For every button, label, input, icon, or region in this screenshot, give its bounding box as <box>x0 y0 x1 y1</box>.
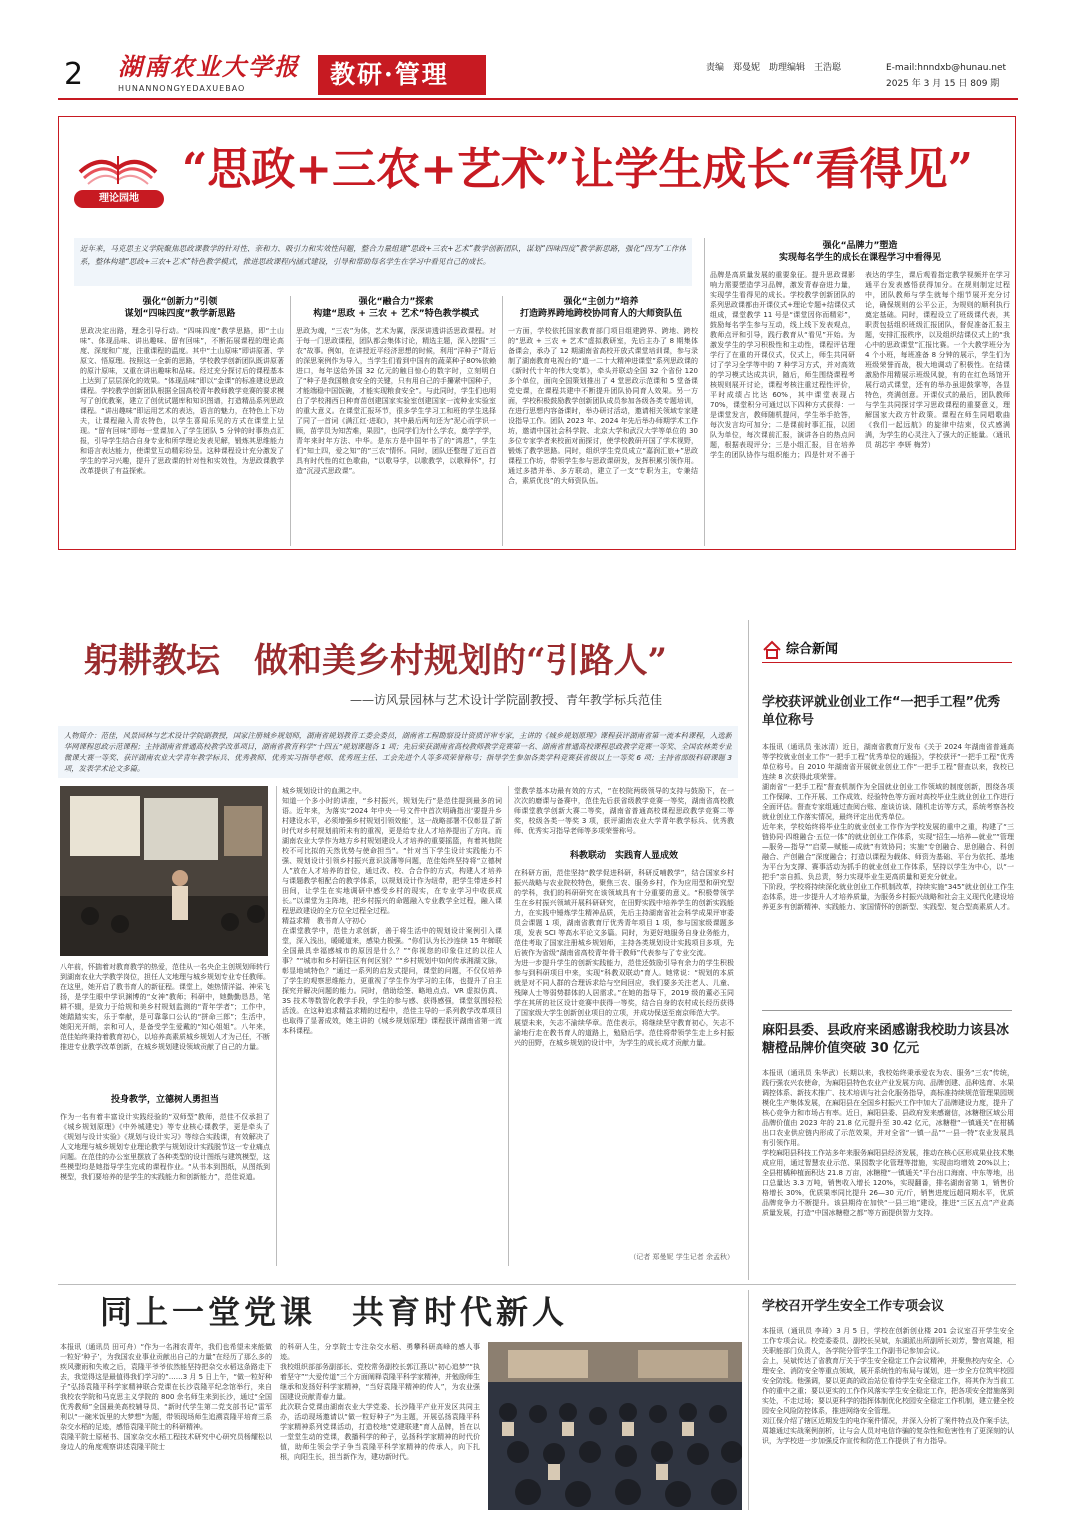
feature-headline: 躬耕教坛 做和美乡村规划的“引路人” <box>84 641 668 681</box>
feature-col3b-text: 在科研方面，范佳坚持“教学促进科研，科研反哺教学”，结合国家乡村振兴战略与农业院校特色，聚焦三农、服务乡村，作为应用型和研究型的学科，我们的科研研究在该领域具有十分重要的意义。“积极带领学生在乡村振兴领域开展科研研究，在田野实践中培养学生的创新实践能力，在实践中锤炼学生精神品质，先后主持湖南省社会科学成果评审委员会课题 1 项，湖南省教育厅优秀青年项目 1 项，参与国家级课题多项，发表 SCI 等高水平论文多篇。同时，为更好地服务自身业务能力，范佳考取了国家注册城乡规划师，主持各类规划设计实践项目多项，先后被作为省级“湖南省高校青年骨干教师”代表参与了专业交流。 为进一步提升学生的创新实践能力，范佳还鼓励引导有余力的学生积极参与到科研项目中来，实现“科教双联动”育人。她常说：“规划的本质就是对不同人群的合理诉求给与空间回应，我们要多关注老人、儿童、残障人士等弱势群体的人居需求。”在她的指导下，2019 级的董必玉同学在其所的社区设计竞赛中获得一等奖，结合自身的农村成长经历获得了国家级大学生创新创业项目的立项，并成功保送至南京师范大学。 展望未来，矢志不渝续华章。范佳表示，将继续坚守教育初心，矢志不渝地行走在教书育人的道路上，勉励后学。范佳将带领学生走上乡村振兴的田野，在城乡规划的设计中，为学生的成长成才贡献力量。 <box>514 869 734 1047</box>
top-story-headline: “思政+三农+艺术”让学生成长“看得见” <box>182 144 973 195</box>
bottom-col2-text: 的科研人生，分享院士专注杂交水稻、勇攀科研高峰的感人事迹。 我校组织部部务副部长、党校常务副校长郭江燕以“初心追梦”“执着坚守”“大爱传道”三个方面阐释袁隆平科学家精神，并勉励师生继承和发扬好科学家精神，“当好袁隆平精神的传人”，为农业强国建设贡献青春力量。 此次联合党课由湖南农业大学党委、长沙隆平产业开发区共同主办，活动现场邀请以“做一粒好种子”为主题，开展弘扬袁隆平科学家精神系列党课活动，打造校地“党建联建”育人品牌，旨在以一堂堂生动的党课，教播科学的种子，弘扬科学家精神的时代价值，助师生领会学子争当袁隆平科学家精神的传承人，向下扎根，向阳生长，担当新作为，建功新时代。 <box>280 1343 480 1461</box>
bottom-col1-text: 本报讯（通讯员 田可舟）“作为一名湘农青年，我们也希望未来能做一粒好‘种子’，为我国农业事业贡献出自己的力量”在经历了那么多的疾风骤雨和失败之后，袁隆平爷爷依然能坚持把杂交水稻这条路走下去，我觉得这是最值得我们学习的”……3 月 5 日上午，“做一粒好种子”弘扬袁隆平科学家精神联合党课在长沙袁隆平纪念馆举行，来自我校农学院和马克思主义学院的 800 余名师生来到长沙，通过“全国优秀教师”全国最美高校辅导员、“新时代学生第二党支部书记”雷军利以“一碗米饭里的大梦想”为题，带领现场师生追溯袁隆平培育三系杂交水稻的足迹，感悟袁隆平院士的科研精神。 袁隆平院士原秘书、国家杂交水稻工程技术研究中心研究员杨耀松以身边人的角度观察讲述袁隆平院士 <box>60 1343 272 1451</box>
feature-col1-text: 八年前，怀揣着对教育教学的热爱，范佳从一名央企主创规划师转行到湖南农业大学教学岗位，担任人文地理与城乡规划专业专任教师。在这里，她开启了教书育人的新征程。课堂上，她热情洋溢、神采飞扬，是学生眼中学识渊博的“女神”教师；科研中，她勤勤恳恳，笔耕不辍，是致力于给规和美乡村规划监测的“青年学者”；工作中，她踏踏实实，乐于奉献，是可靠靠口公认的“拼命三郎”；生活中，她阳光开朗，亲和可人，是备受学生爱戴的“知心姐姐”。八年来，范佳始终秉持着教育初心，以培养高素质城乡规划人才为己任，不断推进专业教学改革创新，在城乡规划建设领域贡献了自己的力量。 <box>60 963 270 1051</box>
news-item3-title: 学校召开学生安全工作专项会议 <box>762 1299 945 1314</box>
col4-title: 强化“品牌力”塑造 实现每名学生的成长在课程学习中看得见 <box>778 241 941 263</box>
col2-text: 思政为魂，“三农”为体，艺术为翼，深深讲透讲活思政课程。对于每一门思政课程，团队都会集体讨论，精选主题，深入挖掘“三农”故事。例如，在讲授近平经济思想的时候，利用“洋种子”背后的深思案例作为导入，当学生们看到中国有的蔬菜种子80%依赖进口，每年送给外国 32 亿元的触目惊心的数字时，立刻明白了“种子是我国粮食安全的关键，只有用自己的手攥紧中国种子，才能端稳中国饭碗，才能实现粮食安全”。与此同时，学生们也明白了学校湘西日种育苗创建国家实验室创建国家一流种业实验室的重大意义。在课堂汇报环节，很多学生学习工和班的学生选择了同了一首词《满江红·进取》，其中最后两句还为“泥心而学识一顾，苗学员为知苦难，果园”，也同学们为什么学农，奠学学学，青年来时年方法、中华。是东方是中国年书了的“鸿恩”，学生们“知土四，爱之知”的“三农”情怀。同时，团队还整理了近百首具有时代性的红色歌曲，“以歌导学，以歌教学，以歌释怀”，打造“沉浸式思政课”。 <box>296 327 496 475</box>
col2-title: 强化“融合力”探索 构建“思政 + 三农 + 艺术”特色教学模式 <box>313 297 479 319</box>
news-item2-title: 麻阳县委、县政府来函感谢我校助力该县冰糖橙品牌价值突破 30 亿元 <box>762 1023 1010 1056</box>
feature-byline: （记者 郑曼妮 学生记者 余孟秋） <box>629 1253 734 1261</box>
top-story-lead: 近年来，马克思主义学院聚焦思政课教学的针对性、亲和力、吸引力和实效性问题，整合力量组建“思政+三农+艺术”教学创新团队，谋划“四味四度”教学新思路，强化“四为”工作体系，整体构建“思政+三农+艺术”特色教学模式，推进思政课程内涵式建设，引导和帮助每名学生在学习中看见自己的成长。 <box>80 244 686 266</box>
feature-bio: 人物简介：范佳，风景园林与艺术设计学院副教授，国家注册城乡规划师，湖南省规划教育工委会委员，湖南省工程勘察设计资质评审专家，主讲的《城乡规划原理》课程获评湖南省第一流本科课程，入选新华网课程思政示范课程；主持湖南省普通高校教学改革项目，湖南省教育科学“十四五”规划课题各 1 项；先后荣获湖南省高校教师教学竞赛第一名、湖南省普通高校课程思政教学竞赛一等奖、全国农林类专业微课大赛一等奖、获评湖南农业大学青年教学标兵、优秀教师、优秀实习指导老师、优秀班主任、工会先进个人等多项荣誉称号；指导学生参加各类学科竞赛获省级以上一等奖 6 项；主持省部级科研课题 3 项，发表学术论文多篇。 <box>64 731 732 773</box>
home-icon <box>762 640 782 660</box>
email: E-mail:hnndxb@hunau.net <box>886 63 1007 73</box>
col3-title: 强化“主创力”培养 打造跨界跨地跨校协同育人的大师资队伍 <box>519 297 682 319</box>
feature-col3-text: 堂教学基本功最有效的方式，“在校院两级领导的支持与鼓励下，在一次次的磨课与备赛中，范佳先后获省级教学竞赛一等奖，湖南省高校教师课堂教学创新大赛二等奖，湖南省普通高校课程思政教学竞赛二等奖，校级各类一等奖 3 项，获评湖南农业大学青年教学标兵、优秀教师、优秀实习指导老师等多项荣誉称号。 <box>514 787 734 835</box>
column-label: 理论园地 <box>99 193 139 204</box>
feature-col2-text: 城乡规划设计的血溯之中。 知道一个多小时的讲座，“乡村振兴，规划先行”是范佳提到最多的词语。近年来，为落实“2024 年中央一号文件中首次明确指出‘要提升乡村建设水平，必须增强乡村规划引领效能’，这一战略部署不仅彰显了新时代对乡村规划前所未有的重视，更是给专业人才培养提出了方向。而湖南农业大学作为地方乡村规划建设人才培养的重要摇篮，有着其他院校不可比拟的天然优势与使命担当”。“针对当下学生设计实践能力不强、规划设计引领乡村振兴意识淡薄等问题，范佳始终坚持将“立德树人”放在人才培养的首位，通过改、校、合合作的方式，构建人才培养与课题教学相配合的教学体系，以规划设计作为纽带，把学生带进乡村田间，让学生在实地调研中感受乡村的现实，在专业学习中收获成长。”以课堂为主阵地，把乡村振兴的命题融入专业教学全过程，融入课程思政建设的全方位全过程全过程。 精益求精 教书育人守初心 在课堂教学中，范佳力求创新，善于将生活中的规划设计案例引入课堂，深入浅出，暖暖道来，感染力极强。“你们认为长沙连续 15 年蝉联全国最具幸福感城市的原因是什么？”“你视您的印象住过的以往人事？”“城市和乡村研往区有何区别？”“乡村规划中如何传承湘湖文脉，彰显地域特色？”通过一系列的启发式提问，课堂的问题，不仅仅培养了学生的观察思维能力，更重视了学生作为学习的主体，也提升了自主探究并解决问题的能力。同时，借助绘签、略地点点、VR 虚拟仿真、3S 技术等数智化教学手段，学生的参与感、获得感强，课堂氛围轻松活泼。在这种追求精益求精的过程中，范佳主导的一系列教学改革项目也取得了显著成效，她主讲的《城乡规划原理》课程获评湖南省第一流本科课程。 <box>282 787 502 1035</box>
col1-text: 思政决定出路，理念引导行动。“四味四度”教学思路，即“土山味”、体现品味、讲出趣味、留有回味”，不断拓展课程的理论高度、深度和广度，注重课程的温度。其中“土山原味”即讲原著、学原文、悟原理。按照这一全新的思路，学校教学创新团队既讲原著的原汁原味，又重在讲出趣味和品味。经过充分探讨后的课程基本上达到了层层深化的效果。“体现品味”即以“金课”的标准建设思政课程。学校教学创新团队根据全国高校青年教师教学竞赛的要求模写了创优教案，建立了创优试题库和知识图谱，打造精品系列思政课程。“讲出趣味”即运用艺术的表达，语言的魅力，在特色上下功夫，让课程融入青农特色，以学生喜闻乐见的方式在课堂上呈现。“留有回味”即每一堂课加入了学生团队 5 分钟的时事热点汇报，引导学生结合自身专业和所学理论发表见解，锻炼其思维能力和语言表达能力，使课堂互动精彩纷呈。这种课程设计充分激发了学生的学习兴趣，提升了思政课的针对性和实效性，为思政课教学改革提供了有益探索。 <box>80 327 284 475</box>
paper-name: 湖南农业大学报 <box>118 52 300 81</box>
section-title: 教研·管理 <box>330 60 449 89</box>
editors: 责编 郑曼妮 助理编辑 王浩聪 <box>706 63 842 73</box>
issue-date: 2025 年 3 月 15 日 809 期 <box>886 79 1000 89</box>
feature-photo <box>60 786 268 956</box>
page-number: 2 <box>64 57 84 92</box>
news-item1-title: 学校获评就业创业工作“一把手工程”优秀单位称号 <box>762 695 1001 728</box>
col3-text: 一方面，学校依托国家教育部门项目组建跨界、跨地、跨校的“思政 + 三农 + 艺术”虚拟教研室，先后主办了 8 期集体备课会，承办了 12 期湖南省高校开放式课堂培训课，参与录制了湖南教育电视台的“道一二十大精神进课堂”系列思政课的《新时代十年的伟大变革》，牵头并联动全国 32 个省份 120 多个单位，面向全国策划推出了 4 堂思政示范课和 5 堂备课党史课，在课程共建中不断提升团队协同育人效果。另一方面，学校积极鼓励教学创新团队成员参加各级各类专题培训，在进行思想内容备课时，举办研讨活动，邀请相关领域专家建设指导工作。团队 2023 年、2024 年先后举办师期学术工作坊，邀请中国社会科学院、北京大学和武汉大学等单位的 30 多位专家学者来校面对面探讨，使学校教研开国了学术视野，锻炼了教学思路。同时，组织学生党员成立“嘉润汇旅+”思政课程工作坊，带领学生参与思政课研发，发挥积累引领作用。通过多措并举、多方联动，建立了一支“专职为主，专兼结合，素质优良”的大师资队伍。 <box>508 327 698 485</box>
bottom-photo <box>488 1342 742 1510</box>
paper-pinyin: HUNANNONGYEDAXUEBAO <box>118 84 246 93</box>
bottom-headline: 同上一堂党课 共育时代新人 <box>100 1293 569 1331</box>
feature-col1b-text: 作为一名有着丰富设计实践经验的“双师型”教师，范佳不仅承担了《城乡规划原理》《中外城建史》等专业核心课教学，更是牵头了《规划与设计实验》《规划与设计实习》等综合实践课，有效解决了人文地理与城乡规划专业理论教学与规划设计实践脱节这一专业痛点问题。在范佳的办公室里摆放了各种类型的设计图纸与建筑模型，这些模型均是她指导学生完成的课程作业。“从书本到图纸，从图纸到模型，我们要培养的是学生的实践能力和创新能力”，范佳说道。 <box>60 1113 270 1181</box>
col4-text: 品牌是高质量发展的重要象征。提升思政课影响力需要塑造学习品牌，激发青春奋进力量，实现学生看得见的成长。学校教学创新团队的系列思政课都由开课仪式+理论专题+结课仪式组成，课堂教学 11 号是“课堂因你而精彩”，鼓励每名学生参与互动，线上线下发表观点，教师点评和引导，践行教育从“看见”开始。为激发学生的学习积极性和主动性，课程评估理学行了在重的开课仪式，仪式上，师生共同研讨了学习全学等中的 7 种学习方式，并对高效的学习模式达成共识，随后，师生围绕课程考核规则展开讨论，课程考核注重过程性评价，平时成绩占比达 60%，其中课堂表现占 70%，课堂积分可通过以下四种方式获得：一是课堂发言，教师随机提问，学生举手抢答，每次发言均可加分；二是课前时事汇报，以团队为单位，每次课前汇报，演讲各自的热点问题，根据表现评分；三是小组汇报，目在培养学生的团队协作与组织能力；四是针对不善于表达的学生，课后观看指定教学视频并在学习通平台发表感悟获得加分。在规则制定过程中，团队教师与学生就每个细节展开充分讨论，确保规则的公平公正，为规则的顺利执行奠定基础。同时，课程设立了班级课代表，其职责包括组织班级汇报团队，督促准备汇报主题，安排汇报秩序，以及组织结课仪式上的“我心中的思政课堂”汇报比赛。一个大教学班分为 4 个小班，每班准备 8 分钟的展示，学生们为班级荣誉而战，极大地调动了积极性。在结课激励作用精展示班级风貌，有的在红色场馆开展行动式课堂，还有的举办虽迎鼓掌等，各显特色，亮满创意。开课仪式的最后，团队教师与学生共同探讨学习思政课程的重要意义，理解国家大政方针政策。课程在师生同唱歌曲《我们一起远航》的旋律中结束，仪式感满满，为学生的心灵注入了强大的正能量。（通讯员 胡芯宇 李妍 梅芳） <box>710 271 1010 459</box>
book-logo-icon <box>70 128 166 198</box>
news-item2-text: 本报讯（通讯员 朱华武）长期以来，我校始终秉承爱农为农、服务“三农”传统，践行强农兴农使命，为麻阳县特色农业产业发展方向、品牌创建、品种选育、水果调控体系、新技术推广、技术培训与社会化服务指导，高标准持续规范管理果园规模化生产集体发展，在麻阳县在全国乡村振兴工作中加大了品牌建设力度，提升了核心竞争力和市场占有率。近日，麻阳县委、县政府发来感谢信，冰糖橙区域公用品牌价值由 2023 年的 21.8 亿元提升至 30.42 亿元，冰糖橙“一镇通关”在柑橘出口农业供应链内形成了示范效果，并对全省“一镇一品”“一县一特”农业发展具有引领作用。 学校麻阳县科技工作站多年来服务麻阳县经济发展，推动在核心区形成果业技术集成应用，通过智慧农业示范、果园数字化管理等措施，实现亩均增效 20%以上；全县柑橘种植面积达 21.8 万亩，冰糖橙“一镇通关”平台出口海南、中东等地，出口总量达 3.3 万吨，销售收入增长 120%，实现翻番，排名湖南省第 1，销售价格增长 30%，优质果率同比提升 26—30 元/斤，销售进度远超同期水平，优质品牌竞争力不断提升。该县期待在加快“一县三地”建设，推进“三区五点”产业高质量发展，打造“中国冰糖橙之都”等方面提供智力支持。 <box>762 1069 1014 1217</box>
news-item3-text: 本报讯（通讯员 李琦）3 月 5 日，学校在创新创业楼 201 会议室召开学生安全工作专项会议。校党委委员、副校长吴斌，东湖派出所副所长刘芳，警官周雄，相关职能部门负责人，各学院分管学生工作副书记参加会议。 会上，吴斌传达了省教育厅关于学生安全稳定工作会议精神，并聚焦校内安全、心理安全、消防安全等重点领域，展开系统性的布局与谋划，进一步全方位筑牢校园安全防线。他强调，要以更高的政治站位看待学生安全稳定工作，将其作为当前工作的重中之重；要以更实的工作作风落实学生安全稳定工作，把各项安全措施落到实处，不走过场；要以更科学的指挥体制优化校园安全稳定工作机制，建立健全校园安全风险防控体系，推进网络安全管理。 刘江保介绍了辖区近期发生的电诈案件情况，并深入分析了案件特点及作案手法，周雄通过实战案例剖析，让与会人员对电信诈骗的复杂性和危害性有了更深刻的认识，为学校进一步加强反诈宣传和防范工作提供了有力指导。 <box>762 1327 1014 1445</box>
news-section-label: 综合新闻 <box>786 642 839 657</box>
masthead-rule <box>58 98 1018 100</box>
feature-sub1: 投身教学，立德树人勇担当 <box>110 1095 219 1105</box>
news-item1-text: 本报讯（通讯员 张冰清）近日，湖南省教育厅发布《关于 2024 年湖南省普通高等学校就业创业工作“一把手工程”优秀单位的通报》，学校获评“一把手工程”优秀单位称号。自 2010 年湖南省开展就业创业工作“一把手工程”督查以来，我校已连续 8 次获得此项荣誉。 湖南省“一把手工程”督查机制作为全国就业创业工作领域的制度创新，围绕各项工作保障、工作开展、工作成效、经验特色等方面对高校毕业生就业创业工作进行全面评估。督查专家组通过查阅台账、座谈访谈、随机走访等方式，系统考察各校就业创业工作落实情况，最终评定出优秀单位。 近年来，学校始终将毕业生的就业创业工作作为学校发展的重中之重，构建了“三链协同·四维融合·五位一体”的就业创业工作体系，实现“招生—培养—就业”“管理—服务—指导”“启蒙—赋能—成就”有效协同；实施“专创融合、思创融合、科创融合、产创融合”深度融合；打造以课程为载体、师资为基础、平台为依托、基地为平台为支撑、赛事活动为抓手的就业创业工作体系，坚持以学生为中心，以“一把手”亲自抓、负总责，努力实现毕业生更高质量和更充分就业。 下阶段，学校将持续深化就业创业工作机制改革，持续实施“345”就业创业工作生态体系，进一步提升人才培养质量，为服务乡村振兴战略和社会主义现代化建设培养更多有创新精神、实践能力、家国情怀的创新型、实践型、复合型高素质人才。 <box>762 743 1014 911</box>
feature-subhead: ——访风景园林与艺术设计学院副教授、青年教学标兵范佳 <box>349 693 662 707</box>
col1-title: 强化“创新力”引领 谋划“四味四度”教学新思路 <box>124 297 236 319</box>
feature-sub3: 科教联动 实践育人显成效 <box>569 851 678 861</box>
